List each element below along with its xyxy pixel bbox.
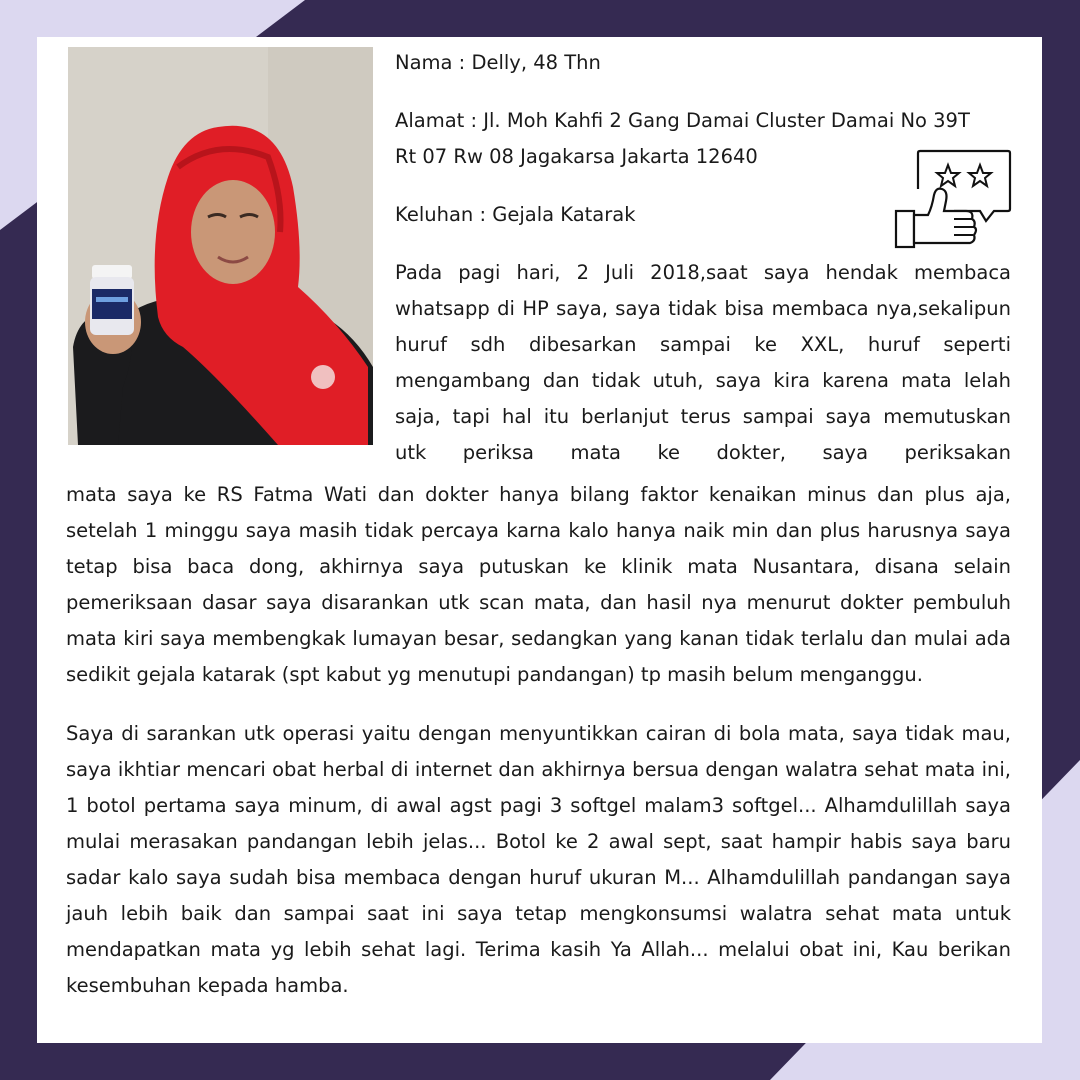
testimonial-photo — [68, 47, 373, 445]
paragraph-1-intro: Pada pagi hari, 2 Juli 2018,saat saya hendak membaca whatsapp di HP saya, saya tidak bisa membaca nya,sekalipun huruf sdh dibesarkan sampai ke XXL, huruf seperti mengambang dan tidak utuh, saya kira karena mata lelah saja, tapi hal itu berlanjut terus sampai saya memutuskan utk periksa mata ke dokter, saya periksakan — [395, 261, 1011, 464]
address-line: Alamat : Jl. Moh Kahfi 2 Gang Damai Cluster Damai No 39T Rt 07 Rw 08 Jagakarsa Jakarta 12640 — [395, 109, 970, 168]
testimonial-card — [37, 37, 1042, 1043]
complaint-line: Keluhan : Gejala Katarak — [395, 203, 636, 226]
testimonial-body — [66, 477, 1011, 1004]
testimonial-header-info — [395, 45, 1011, 471]
name-line: Nama : Delly, 48 Thn — [395, 51, 601, 74]
paragraph-2: Saya di sarankan utk operasi yaitu dengan menyuntikkan cairan di bola mata, saya tidak mau, saya ikhtiar mencari obat herbal di internet dan akhirnya bersua dengan walatra sehat mata ini, 1 botol pertama saya minum, di awal agst pagi 3 softgel malam3 softgel... Alhamdulillah saya mulai merasakan pandangan lebih jelas... Botol ke 2 awal sept, saat hampir habis saya baru sadar kalo saya sudah bisa membaca dengan huruf ukuran M... Alhamdulillah pandangan saya jauh lebih baik dan sampai saat ini saya tetap mengkonsumsi walatra sehat mata untuk mendapatkan mata yg lebih sehat lagi. Terima kasih Ya Allah... melalui obat ini, Kau berikan kesembuhan kepada hamba. — [66, 722, 1011, 997]
paragraph-1-rest: mata saya ke RS Fatma Wati dan dokter hanya bilang faktor kenaikan minus dan plus aja, setelah 1 minggu saya masih tidak percaya karna kalo hanya naik min dan plus harusnya saya tetap bisa baca dong, akhirnya saya putuskan ke klinik mata Nusantara, disana selain pemeriksaan dasar saya disarankan utk scan mata, dan hasil nya menurut dokter pembuluh mata kiri saya membengkak lumayan besar, sedangkan yang kanan tidak terlalu dan mulai ada sedikit gejala katarak (spt kabut yg menutupi pandangan) tp masih belum menganggu. — [66, 483, 1011, 686]
